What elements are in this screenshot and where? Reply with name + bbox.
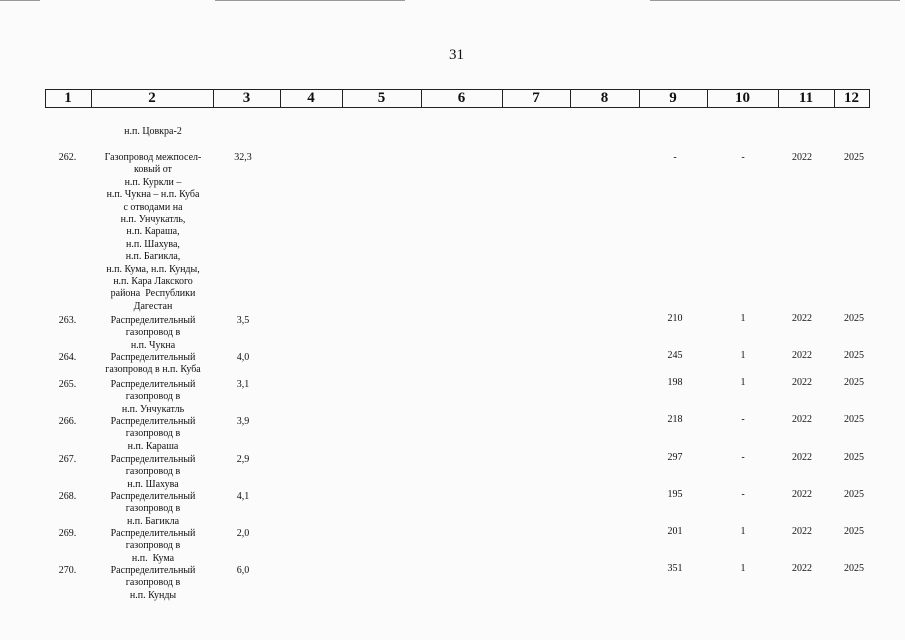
col10-value: 1 bbox=[740, 313, 746, 324]
col10-value: 1 bbox=[740, 563, 746, 574]
object-name: Распределительный газопровод в н.п. Караша bbox=[110, 416, 196, 452]
object-name: Распределительный газопровод в н.п. Унчукатль bbox=[110, 379, 196, 415]
row-number: 265. bbox=[58, 379, 77, 390]
object-name: Газопровод межпосел- ковый от н.п. Куркли – н.п. Чукна – н.п. Куба с отводами на н.п. Унчукатль, н.п. Караша, н.п. Шахува, н.п. Багикла, н.п. Кума, н.п. Кунды, н.п. Кара Лакского района Республики Дагестан bbox=[104, 152, 202, 312]
col10-value: - bbox=[741, 452, 745, 463]
column-header-9: 9 bbox=[669, 90, 677, 106]
start-year: 2022 bbox=[792, 313, 812, 324]
start-year: 2022 bbox=[792, 452, 812, 463]
object-name: Распределительный газопровод в н.п. Чукна bbox=[110, 315, 196, 351]
start-year: 2022 bbox=[792, 377, 812, 388]
column-separator bbox=[869, 90, 870, 107]
column-header-2: 2 bbox=[148, 90, 156, 106]
row-number: 268. bbox=[58, 491, 77, 502]
length-value: 3,5 bbox=[236, 315, 250, 326]
col10-value: 1 bbox=[740, 526, 746, 537]
col10-value: - bbox=[741, 152, 745, 163]
length-value: 3,1 bbox=[236, 379, 250, 390]
row-number: 267. bbox=[58, 454, 77, 465]
column-header-8: 8 bbox=[600, 90, 609, 106]
object-name: Распределительный газопровод в н.п. Куба bbox=[105, 352, 201, 376]
length-value: 32,3 bbox=[234, 152, 252, 163]
col9-value: 198 bbox=[667, 377, 683, 388]
object-name: Распределительный газопровод в н.п. Кума bbox=[110, 528, 196, 564]
length-value: 3,9 bbox=[236, 416, 250, 427]
length-value: 2,0 bbox=[236, 528, 250, 539]
continuation-text: н.п. Цовкра-2 bbox=[124, 126, 182, 137]
length-value: 2,9 bbox=[236, 454, 250, 465]
start-year: 2022 bbox=[792, 489, 812, 500]
start-year: 2022 bbox=[792, 526, 812, 537]
start-year: 2022 bbox=[792, 152, 812, 163]
col9-value: 210 bbox=[667, 313, 683, 324]
col9-value: 245 bbox=[667, 350, 683, 361]
col9-value: 297 bbox=[667, 452, 683, 463]
object-name: Распределительный газопровод в н.п. Кунды bbox=[110, 565, 196, 601]
scan-edge-line bbox=[215, 0, 405, 1]
start-year: 2022 bbox=[792, 414, 812, 425]
column-header-7: 7 bbox=[532, 90, 540, 106]
length-value: 4,1 bbox=[236, 491, 250, 502]
length-value: 4,0 bbox=[236, 352, 250, 363]
end-year: 2025 bbox=[844, 377, 864, 388]
end-year: 2025 bbox=[844, 152, 864, 163]
row-number: 266. bbox=[58, 416, 77, 427]
col10-value: 1 bbox=[740, 377, 746, 388]
column-header-6: 6 bbox=[457, 90, 466, 106]
col9-value: 201 bbox=[667, 526, 683, 537]
col9-value: 351 bbox=[667, 563, 683, 574]
table-header-bottom-rule bbox=[45, 107, 870, 108]
column-header-4: 4 bbox=[307, 90, 315, 106]
column-header-12: 12 bbox=[844, 90, 859, 106]
row-number: 269. bbox=[58, 528, 77, 539]
row-number: 262. bbox=[58, 152, 77, 163]
col9-value: 195 bbox=[667, 489, 683, 500]
end-year: 2025 bbox=[844, 563, 864, 574]
end-year: 2025 bbox=[844, 313, 864, 324]
row-number: 270. bbox=[58, 565, 77, 576]
start-year: 2022 bbox=[792, 563, 812, 574]
col10-value: - bbox=[741, 489, 745, 500]
row-number: 263. bbox=[58, 315, 77, 326]
column-header-5: 5 bbox=[377, 90, 386, 106]
object-name: Распределительный газопровод в н.п. Багикла bbox=[110, 491, 196, 527]
object-name: Распределительный газопровод в н.п. Шахува bbox=[110, 454, 196, 490]
col9-value: 218 bbox=[667, 414, 683, 425]
column-header-1: 1 bbox=[64, 90, 72, 106]
scan-edge-line bbox=[0, 0, 40, 1]
page-number: 31 bbox=[449, 47, 464, 63]
end-year: 2025 bbox=[844, 452, 864, 463]
column-header-11: 11 bbox=[798, 90, 814, 106]
col10-value: 1 bbox=[740, 350, 746, 361]
column-header-10: 10 bbox=[735, 90, 750, 106]
end-year: 2025 bbox=[844, 489, 864, 500]
end-year: 2025 bbox=[844, 414, 864, 425]
start-year: 2022 bbox=[792, 350, 812, 361]
length-value: 6,0 bbox=[236, 565, 250, 576]
end-year: 2025 bbox=[844, 526, 864, 537]
col9-value: - bbox=[673, 152, 677, 163]
col10-value: - bbox=[741, 414, 745, 425]
scan-edge-line bbox=[650, 0, 900, 1]
column-header-3: 3 bbox=[242, 90, 251, 106]
row-number: 264. bbox=[58, 352, 77, 363]
end-year: 2025 bbox=[844, 350, 864, 361]
